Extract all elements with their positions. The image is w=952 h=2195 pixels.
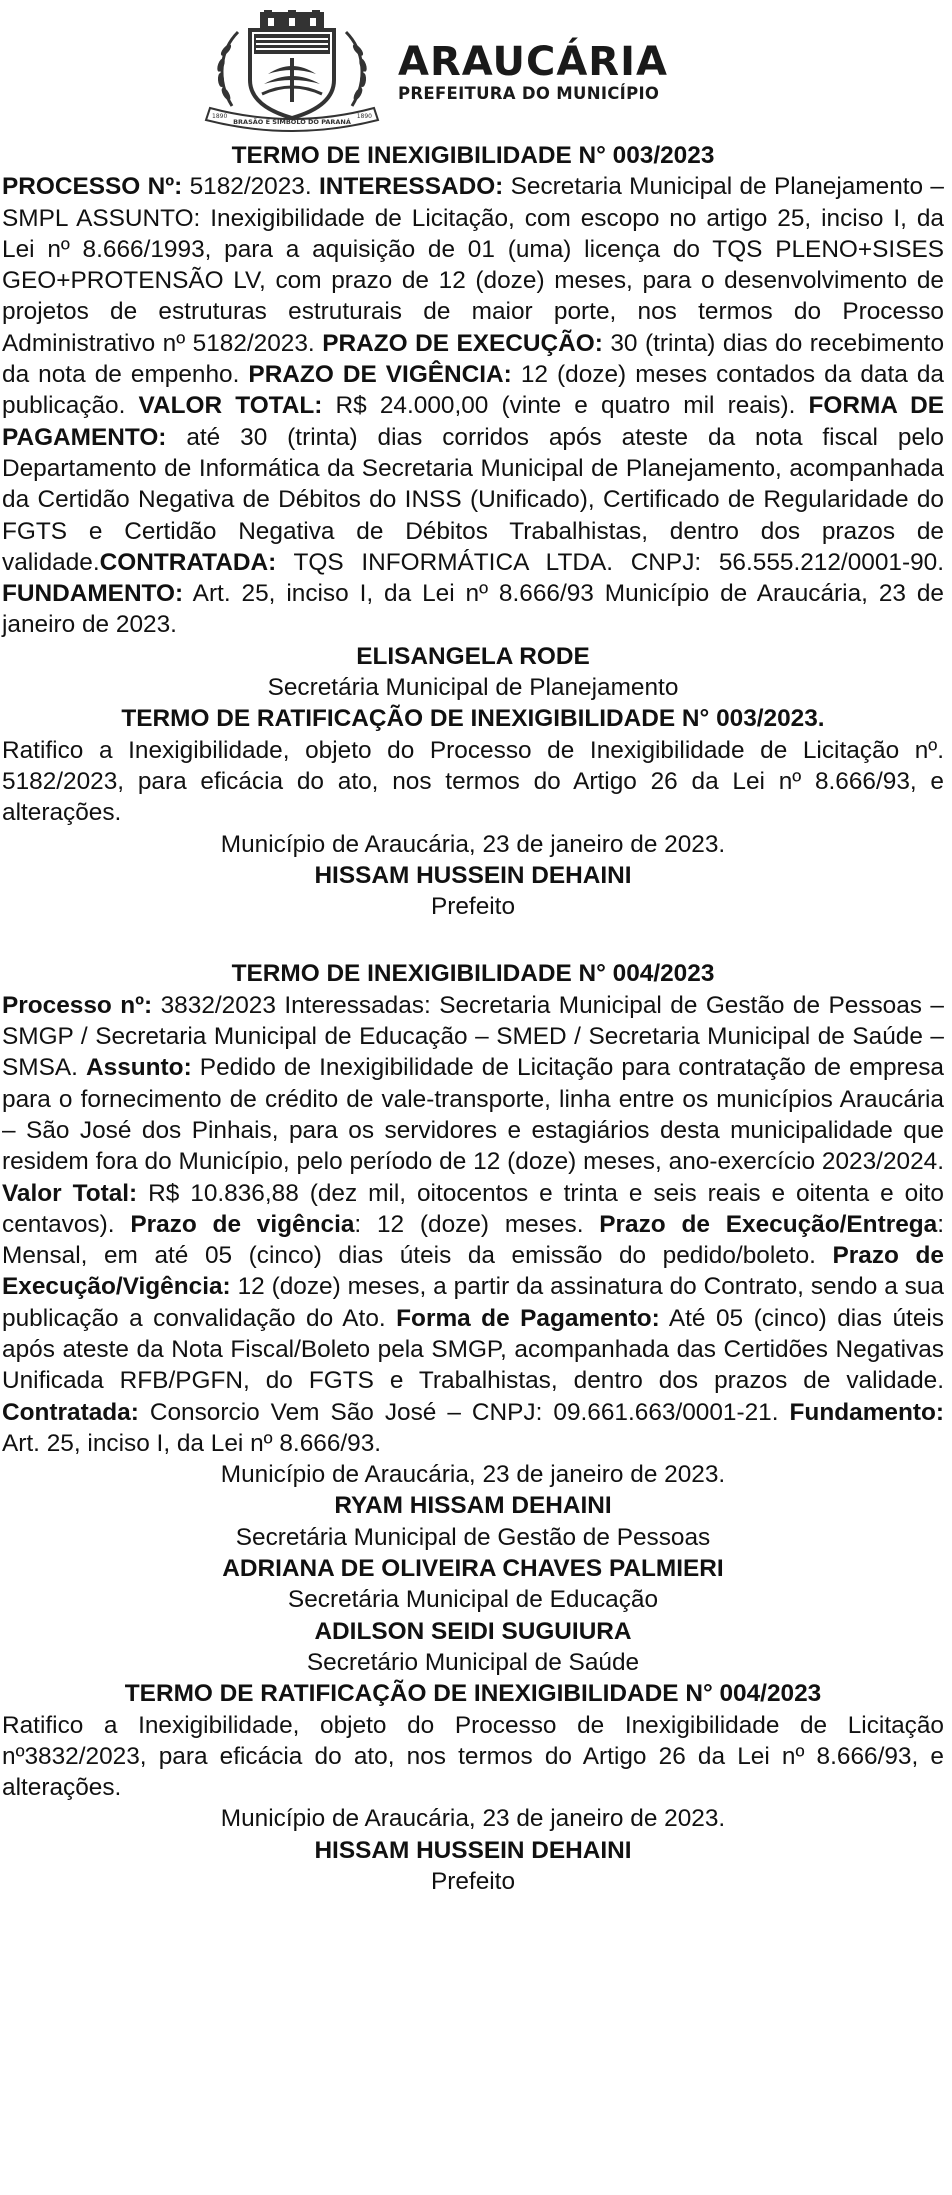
doc2-value-contratada: Consorcio Vem São José – CNPJ: 09.661.663/0001-21. bbox=[138, 1398, 790, 1426]
doc2-label-prazo-execucao-entrega: Prazo de Execução/Entrega bbox=[599, 1210, 938, 1238]
section-spacer bbox=[2, 922, 944, 958]
rat2-title: TERMO DE RATIFICAÇÃO DE INEXIGIBILIDADE N° 004/2023 bbox=[124, 1680, 822, 1708]
doc1-label-processo: PROCESSO Nº: bbox=[2, 173, 183, 201]
doc2-label-assunto: Assunto: bbox=[86, 1054, 192, 1082]
doc1-label-contratada: CONTRATADA: bbox=[99, 548, 277, 576]
doc1-signer-name: ELISANGELA RODE bbox=[356, 642, 590, 670]
doc2-signer3-role: Secretário Municipal de Saúde bbox=[306, 1648, 640, 1676]
doc1-value-prazo-vigencia: 12 (doze) meses contados da data da publicação. bbox=[2, 361, 944, 420]
doc1-title: TERMO DE INEXIGIBILIDADE N° 003/2023 bbox=[231, 142, 715, 169]
rat2-body: Ratifico a Inexigibilidade, objeto do Processo de Inexigibilidade de Licitação nº3832/2023, para eficácia do ato, nos termos do Artigo 26 da Lei nº 8.666/93, e alterações. bbox=[2, 1711, 944, 1802]
seal-ribbon-text: BRASÃO E SÍMBOLO DO PARANÁ bbox=[233, 118, 351, 126]
rat2-signer-name: HISSAM HUSSEIN DEHAINI bbox=[314, 1836, 632, 1864]
rat2-signer-role: Prefeito bbox=[430, 1868, 516, 1896]
doc1-value-fundamento: Art. 25, inciso I, da Lei nº 8.666/93 Município de Araucária, 23 de janeiro de 2023. bbox=[2, 580, 944, 639]
doc2-signer1-name: RYAM HISSAM DEHAINI bbox=[334, 1492, 612, 1520]
rat1-body: Ratifico a Inexigibilidade, objeto do Processo de Inexigibilidade de Licitação nº. 5182/2023, para eficácia do ato, nos termos do Artigo 26 da Lei nº 8.666/93, e alterações. bbox=[2, 736, 944, 827]
rat2-place-date: Município de Araucária, 23 de janeiro de 2023. bbox=[220, 1805, 726, 1833]
doc2-value-assunto: Pedido de Inexigibilidade de Licitação para contratação de empresa para o fornecimento de crédito de vale-transporte, linha entre os municípios Araucária – São José dos Pinhais, para os servidores e estagiários desta municipalidade que residem fora do Município, pelo período de 12 (doze) meses, ano-exercício 2023/2024. bbox=[2, 1054, 944, 1176]
municipal-coat-of-arms-icon bbox=[202, 10, 382, 132]
doc2-value-fundamento: Art. 25, inciso I, da Lei nº 8.666/93. bbox=[2, 1429, 382, 1457]
doc2-label-prazo-vigencia: Prazo de vigência bbox=[130, 1210, 355, 1238]
doc1-label-fundamento: FUNDAMENTO: bbox=[2, 580, 184, 608]
doc2-label-fundamento: Fundamento: bbox=[789, 1398, 944, 1426]
doc1-value-valor-total: R$ 24.000,00 (vinte e quatro mil reais). bbox=[322, 392, 809, 420]
brand-block bbox=[398, 40, 668, 104]
doc2-place-date: Município de Araucária, 23 de janeiro de 2023. bbox=[220, 1461, 726, 1489]
doc1-label-interessado: INTERESSADO: bbox=[318, 173, 504, 201]
doc1-value-processo: 5182/2023. bbox=[182, 173, 319, 201]
doc2-value-prazo-vigencia: : 12 (doze) meses. bbox=[354, 1210, 600, 1238]
rat1-signer-role: Prefeito bbox=[430, 893, 516, 921]
doc1-label-prazo-vigencia: PRAZO DE VIGÊNCIA: bbox=[248, 361, 512, 389]
letterhead bbox=[0, 0, 952, 140]
doc1-label-prazo-execucao: PRAZO DE EXECUÇÃO: bbox=[322, 329, 603, 357]
seal-year-right: 1890 bbox=[356, 113, 372, 120]
publication-body bbox=[2, 140, 944, 1897]
doc2-label-processo: Processo nº: bbox=[2, 991, 153, 1019]
doc1-value-prazo-execucao: 30 (trinta) dias do recebimento da nota de empenho. bbox=[2, 329, 945, 389]
rat1-place-date: Município de Araucária, 23 de janeiro de 2023. bbox=[220, 830, 726, 858]
doc2-label-valor-total: Valor Total: bbox=[2, 1179, 138, 1207]
doc2-signer2-name: ADRIANA DE OLIVEIRA CHAVES PALMIERI bbox=[222, 1555, 724, 1583]
doc2-label-contratada: Contratada: bbox=[2, 1398, 139, 1426]
brand-name: ARAUCÁRIA bbox=[398, 39, 668, 85]
doc1-value-contratada: TQS INFORMÁTICA LTDA. CNPJ: 56.555.212/0001-90. bbox=[276, 548, 944, 576]
doc2-signer1-role: Secretária Municipal de Gestão de Pessoas bbox=[235, 1523, 711, 1551]
doc2-value-prazo-execucao-entrega: : Mensal, em até 05 (cinco) dias úteis da emissão do pedido/boleto. bbox=[2, 1210, 944, 1270]
doc2-signer3-name: ADILSON SEIDI SUGUIURA bbox=[314, 1617, 632, 1645]
doc1-value-forma-pagamento: até 30 (trinta) dias corridos após ateste da nota fiscal pelo Departamento de Informática da Secretaria Municipal de Planejamento, acompanhada da Certidão Negativa de Débitos do INSS (Unificado), Certificado de Regularidade do FGTS e Certidão Negativa de Débitos Trabalhistas, dentro dos prazos de validade. bbox=[2, 423, 944, 576]
doc2-value-valor-total: R$ 10.836,88 (dez mil, oitocentos e trinta e seis reais e oitenta e oito centavos). bbox=[2, 1179, 944, 1238]
doc2-label-forma-pagamento: Forma de Pagamento: bbox=[396, 1304, 660, 1332]
doc2-value-forma-pagamento: Até 05 (cinco) dias úteis após ateste da Nota Fiscal/Boleto pela SMGP, acompanhada das Certidões Negativas Unificada RFB/PGFN, do FGTS e Trabalhistas, dentro dos prazos de validade. bbox=[2, 1304, 944, 1395]
doc2-title: TERMO DE INEXIGIBILIDADE N° 004/2023 bbox=[231, 960, 715, 988]
rat1-title: TERMO DE RATIFICAÇÃO DE INEXIGIBILIDADE N° 003/2023. bbox=[121, 705, 825, 733]
doc2-body bbox=[2, 990, 944, 1459]
doc2-value-processo: 3832/2023 Interessadas: Secretaria Municipal de Gestão de Pessoas – SMGP / Secretaria Municipal de Educação – SMED / Secretaria Municipal de Saúde – SMSA. bbox=[2, 991, 944, 1082]
doc2-signer2-role: Secretária Municipal de Educação bbox=[287, 1586, 659, 1614]
doc1-label-forma-pagamento: FORMA DE PAGAMENTO: bbox=[2, 392, 945, 451]
brand-subtitle: PREFEITURA DO MUNICÍPIO bbox=[398, 84, 660, 103]
doc2-value-prazo-execucao-vigencia: 12 (doze) meses, a partir da assinatura do Contrato, sendo a sua publicação a convalidação do Ato. bbox=[2, 1273, 944, 1332]
doc1-body bbox=[2, 171, 944, 640]
seal-year-left: 1890 bbox=[212, 113, 228, 120]
rat1-signer-name: HISSAM HUSSEIN DEHAINI bbox=[314, 861, 632, 889]
doc1-signer-role: Secretária Municipal de Planejamento bbox=[267, 674, 679, 702]
doc2-label-prazo-execucao-vigencia: Prazo de Execução/Vigência: bbox=[2, 1242, 944, 1301]
doc1-value-interessado: Secretaria Municipal de Planejamento – SMPL ASSUNTO: Inexigibilidade de Licitação, com escopo no artigo 25, inciso I, da Lei nº 8.666/1993, para a aquisição de 01 (uma) licença do TQS PLENO+SISES GEO+PROTENSÃO LV, com prazo de 12 (doze) meses, para o desenvolvimento de projetos de estruturas estruturais de maior porte, nos termos do Processo Administrativo nº 5182/2023. bbox=[2, 173, 944, 357]
doc1-label-valor-total: VALOR TOTAL: bbox=[138, 392, 323, 420]
